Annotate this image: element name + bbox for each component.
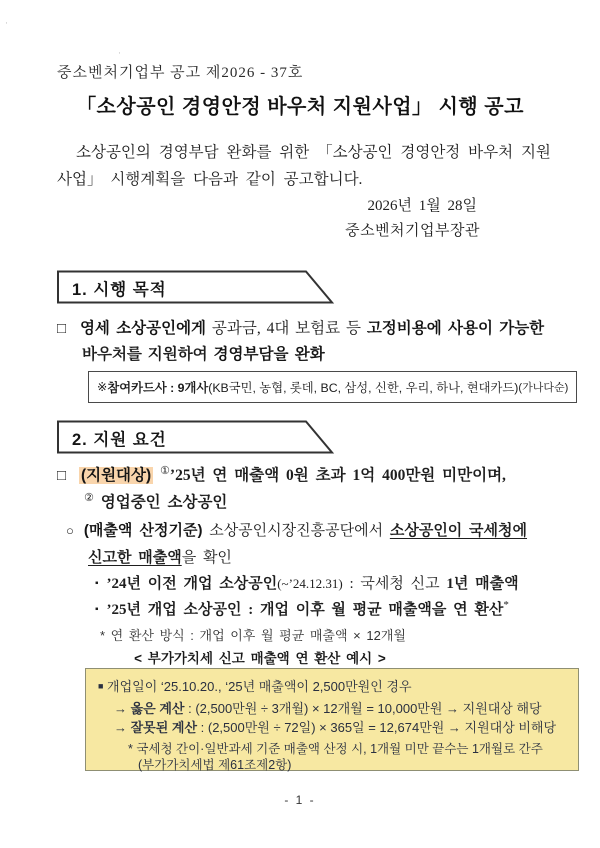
criteria-regular-1: 소상공인시장진흥공단에서 bbox=[202, 523, 390, 539]
section-1-heading: 1. 시행 목적 bbox=[72, 281, 167, 299]
participating-cards-box bbox=[88, 371, 577, 403]
item1-bold-2: 1년 매출액 bbox=[446, 576, 519, 592]
arrow-icon: → bbox=[114, 701, 131, 716]
small-square-bullet-icon: ■ bbox=[98, 681, 104, 691]
example-footnote-2: (부가가치세법 제61조제2항) bbox=[138, 758, 292, 772]
reference-mark: ※ bbox=[97, 380, 108, 394]
purpose-bold-3: 경영부담을 완화 bbox=[213, 346, 325, 363]
criteria-line-1 bbox=[66, 519, 527, 540]
section-1-banner bbox=[57, 270, 335, 304]
example-box bbox=[85, 668, 579, 771]
cards-label: 참여카드사 : 9개사 bbox=[107, 381, 209, 395]
correct-calc-label: 옳은 계산 bbox=[130, 701, 185, 716]
small-square-bullet-icon: ▪ bbox=[95, 578, 99, 589]
correct-calc-text: : (2,500만원 ÷ 3개월) × 12개월 = 10,000만원 → 지원대상 해당 bbox=[184, 701, 542, 716]
notice-number: 중소벤처기업부 공고 제2026 - 37호 bbox=[57, 65, 304, 81]
wrong-calc-label: 잘못된 계산 bbox=[130, 720, 198, 735]
square-bullet-icon: □ bbox=[57, 321, 67, 337]
circle-bullet-icon: ○ bbox=[66, 523, 74, 538]
purpose-bold-1: 영세 소상공인에게 bbox=[79, 320, 207, 337]
sub-item-2 bbox=[95, 598, 509, 619]
intro-line-2: 사업」 시행계획을 다음과 같이 공고합니다. bbox=[57, 171, 363, 188]
criteria-underline-2: 신고한 매출액 bbox=[88, 550, 182, 566]
conversion-note: * 연 환산 방식 : 개업 이후 월 평균 매출액 × 12개월 bbox=[100, 628, 406, 643]
example-wrong-calc-line bbox=[114, 717, 556, 736]
asterisk-superscript: * bbox=[503, 599, 509, 611]
criteria-regular-2: 을 확인 bbox=[181, 550, 232, 566]
arrow-icon: → bbox=[114, 720, 131, 735]
document-title: 「소상공인 경영안정 바우처 지원사업」 시행 공고 bbox=[76, 96, 524, 118]
example-case-text: 개업일이 ‘25.10.20., ‘25년 매출액이 2,500만원인 경우 bbox=[103, 679, 412, 694]
criteria-label: (매출액 산정기준) bbox=[83, 522, 203, 539]
announcement-date: 2026년 1월 28일 bbox=[367, 198, 477, 214]
support-target-line-1 bbox=[57, 463, 506, 485]
cards-order-note: (가나다순) bbox=[518, 382, 569, 394]
example-correct-calc-line bbox=[114, 698, 542, 717]
intro-line-1: 소상공인의 경영부담 완화를 위한 「소상공인 경영안정 바우처 지원 bbox=[76, 144, 551, 161]
example-title: < 부가가치세 신고 매출액 연 환산 예시 > bbox=[134, 651, 386, 666]
item1-paren: (~’24.12.31) bbox=[277, 576, 343, 591]
support-target-label: (지원대상) bbox=[80, 467, 152, 484]
section-2-heading: 2. 지원 요건 bbox=[72, 431, 167, 449]
purpose-bold-2: 고정비용에 사용이 가능한 bbox=[366, 320, 545, 337]
criteria-line-2 bbox=[88, 546, 232, 567]
scan-artifact: · bbox=[118, 48, 121, 58]
support-target-text-1: ’25년 연 매출액 0원 초과 1억 400만원 미만이며, bbox=[169, 467, 506, 484]
scan-artifact: · bbox=[5, 18, 8, 28]
support-target-line-2 bbox=[84, 490, 227, 512]
wrong-calc-text: : (2,500만원 ÷ 72일) × 365일 = 12,674만원 → 지원대상 비해당 bbox=[197, 720, 557, 735]
circled-1-marker: ① bbox=[160, 465, 170, 477]
purpose-regular-2: 바우처를 지원하여 bbox=[82, 346, 214, 363]
issuer: 중소벤처기업부장관 bbox=[345, 223, 480, 239]
criteria-underline-1: 소상공인이 국세청에 bbox=[389, 523, 528, 539]
purpose-line-1 bbox=[57, 316, 544, 338]
square-bullet-icon: □ bbox=[57, 468, 67, 484]
example-footnote-1: * 국세청 간이·일반과세 기준 매출액 산정 시, 1개월 미만 끝수는 1개월로 간주 bbox=[128, 742, 543, 756]
small-square-bullet-icon: ▪ bbox=[95, 604, 99, 615]
item1-mid: : 국세청 신고 bbox=[342, 576, 447, 592]
circled-2-marker: ② bbox=[84, 492, 94, 504]
purpose-regular-1: 공과금, 4대 보험료 등 bbox=[206, 320, 367, 337]
cards-list: (KB국민, 농협, 롯데, BC, 삼성, 신한, 우리, 하나, 현대카드) bbox=[208, 381, 519, 395]
sub-item-1 bbox=[95, 572, 519, 593]
support-target-text-2: 영업중인 소상공인 bbox=[100, 494, 228, 511]
purpose-line-2 bbox=[82, 342, 325, 364]
example-case-line bbox=[98, 676, 412, 695]
page-number: - 1 - bbox=[284, 793, 316, 807]
section-2-banner bbox=[57, 420, 335, 454]
item1-bold-1: ’24년 이전 개업 소상공인 bbox=[106, 576, 278, 592]
item2-bold: ’25년 개업 소상공인 : 개업 이후 월 평균 매출액을 연 환산 bbox=[106, 602, 504, 618]
